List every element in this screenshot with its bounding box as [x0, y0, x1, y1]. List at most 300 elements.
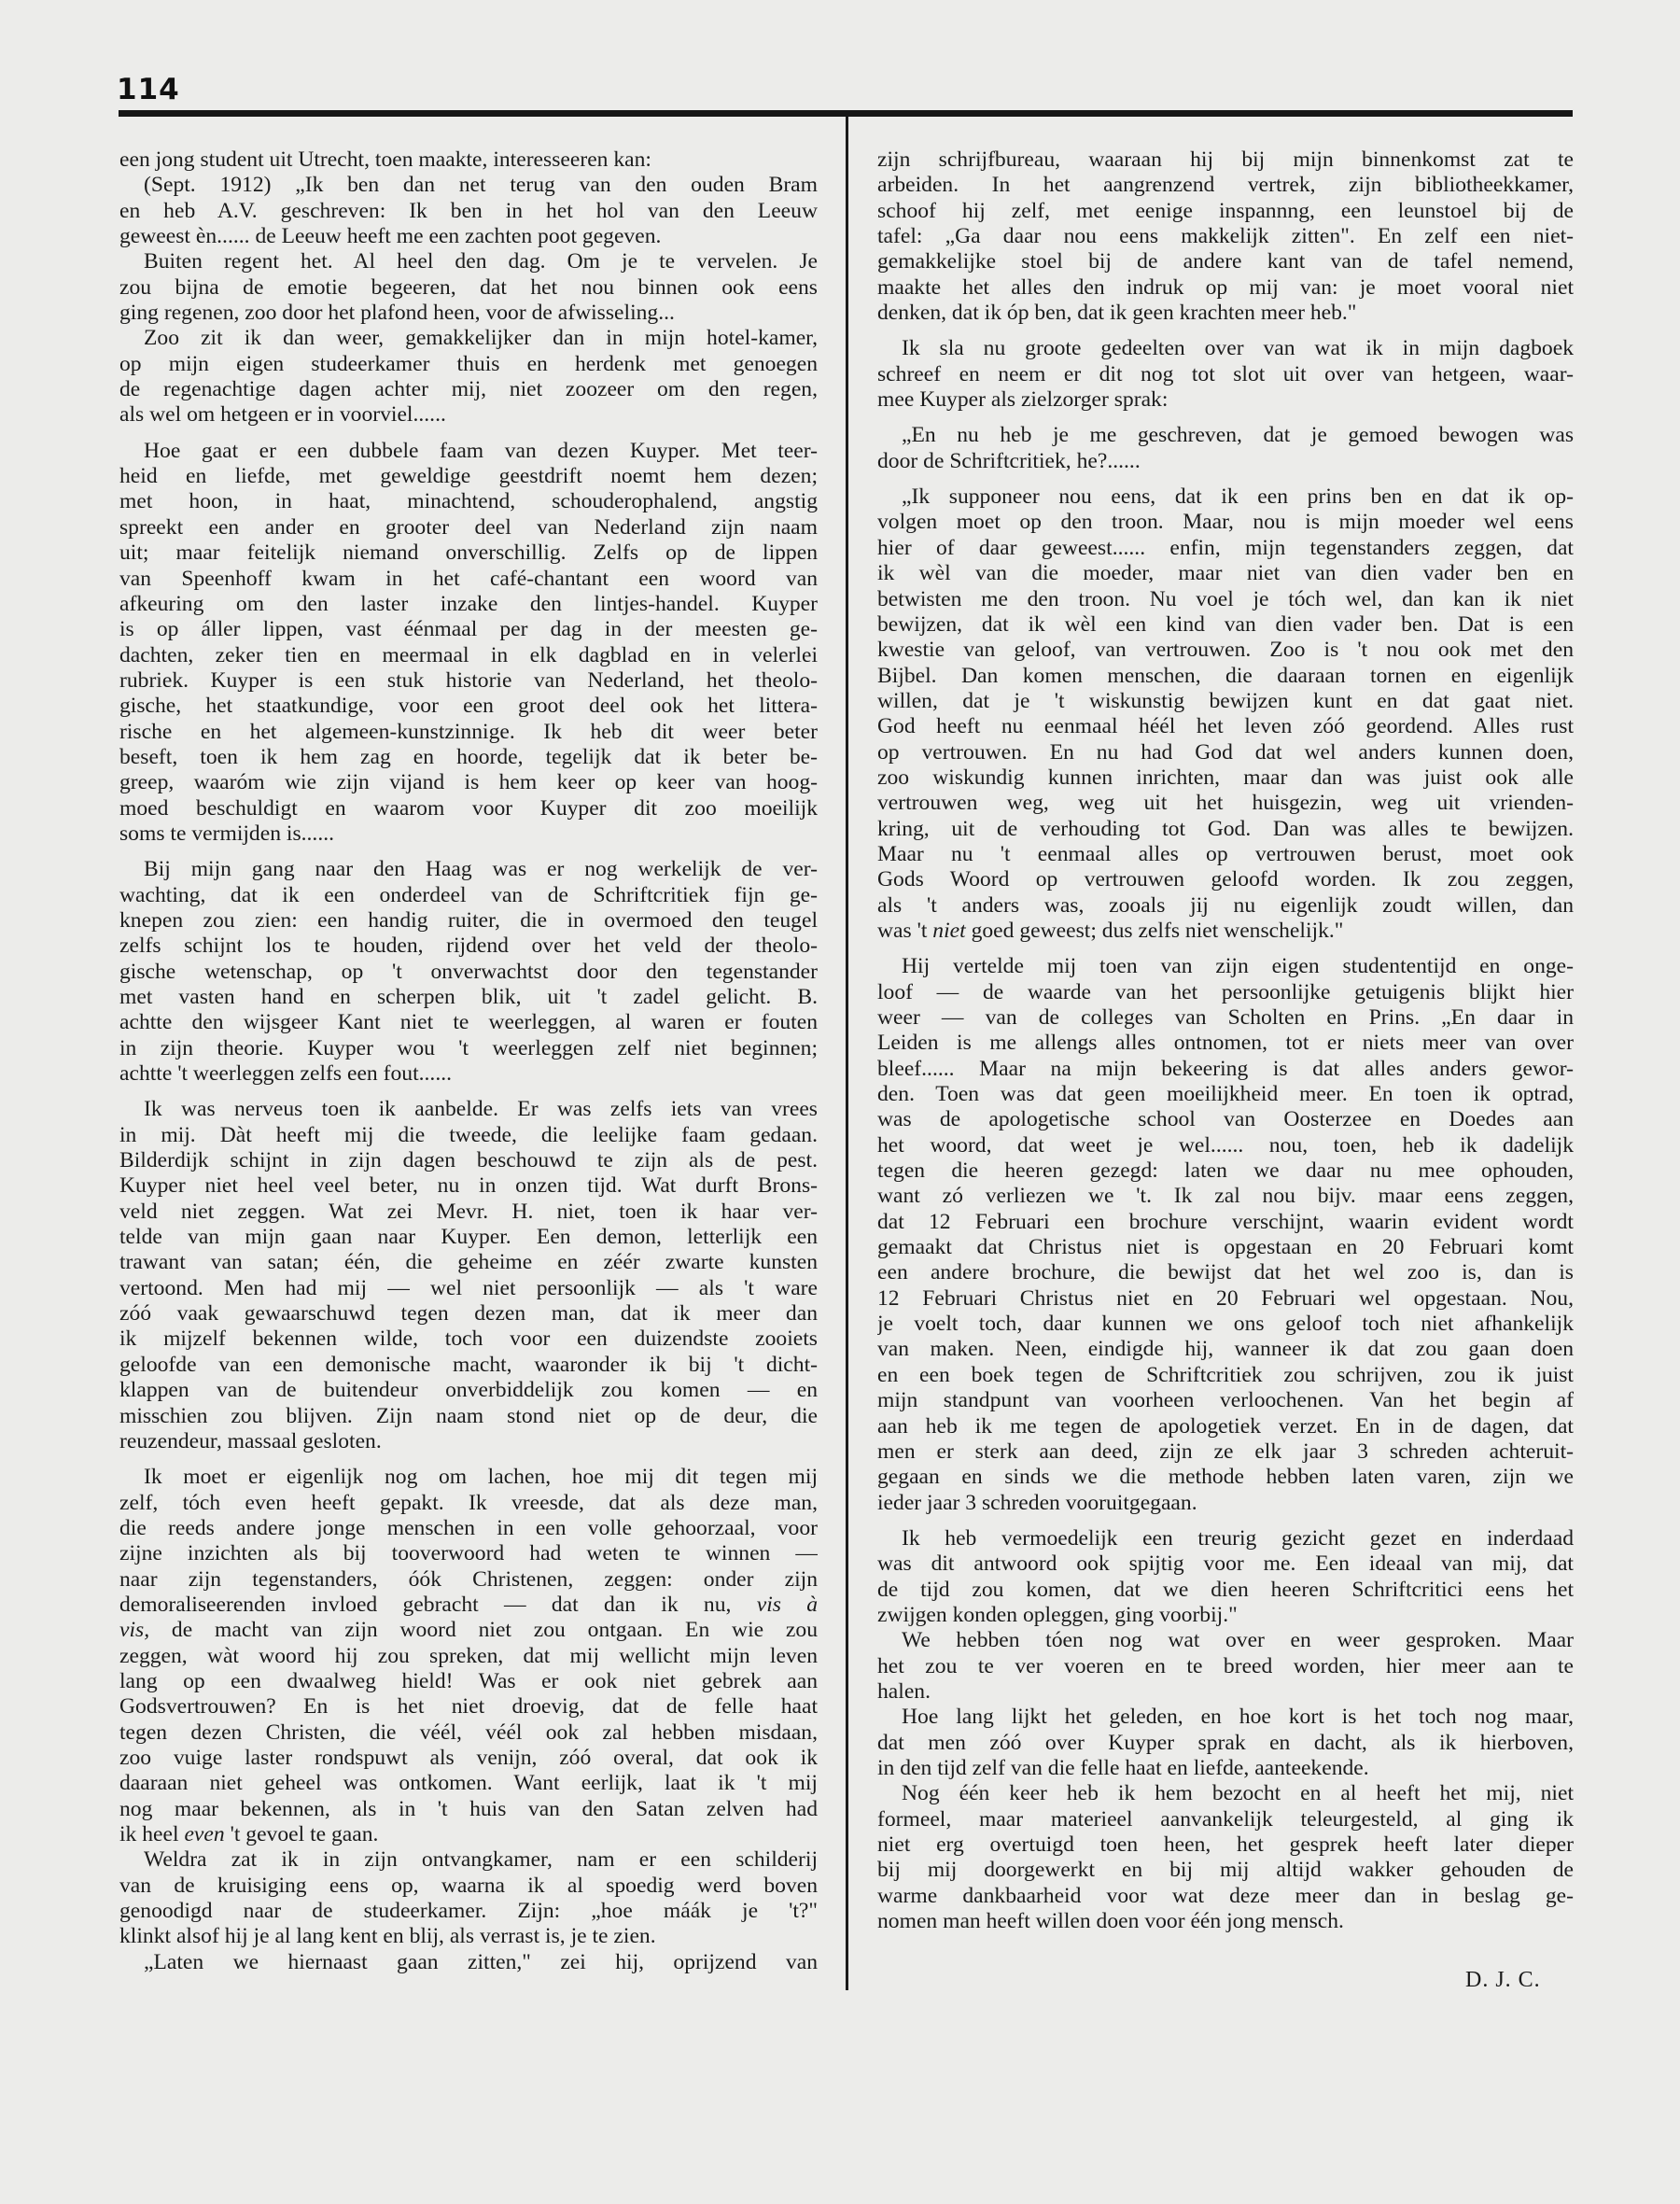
text-segment: gemaakt dat Christus niet is opgestaan en 20 Februari komt	[877, 1235, 1574, 1260]
text-segment: volgen moet op den troon. Maar, nou is mijn moeder wel eens	[877, 510, 1574, 535]
text-segment: in zijn theorie. Kuyper wou 't weerleggen zelf niet beginnen;	[119, 1035, 818, 1060]
text-segment: Bijbel. Dan komen menschen, die daaraan tornen en eigenlijk	[877, 663, 1574, 688]
text-segment: warme dankbaarheid voor wat deze meer dan in beslag ge-	[877, 1883, 1574, 1908]
text-line	[877, 1603, 1574, 1628]
text-segment: ik heel	[119, 1822, 185, 1846]
text-segment: Gods Woord op vertrouwen geloofd worden. Ik zou zeggen,	[877, 867, 1574, 892]
text-segment: daaraan niet geheel was ontkomen. Want eerlijk, laat ik 't mij	[119, 1771, 818, 1796]
text-line	[119, 745, 818, 770]
text-segment: het zou te ver voeren en te breed worden, hier meer aan te	[877, 1653, 1574, 1678]
text-segment: spreekt een ander en grooter deel van Nederland zijn naam	[119, 514, 818, 540]
text-segment: mee Kuyper als zielzorger sprak:	[877, 387, 1169, 413]
text-segment: rische en het algemeen-kunstzinnige. Ik heb dit weer beter	[119, 719, 818, 744]
text-line	[877, 1884, 1574, 1909]
text-segment: was 't	[877, 918, 933, 943]
text-line	[119, 352, 818, 377]
text-line	[119, 1429, 818, 1454]
text-segment: knepen zou zien: een handig ruiter, die in overmoed den teugel	[119, 907, 818, 933]
text-line	[877, 1491, 1574, 1516]
text-segment: in den tijd zelf van die felle haat en liefde, aanteekende.	[877, 1755, 1369, 1780]
text-line	[119, 199, 818, 224]
text-line	[119, 301, 818, 326]
text-line	[119, 1173, 818, 1199]
text-segment: Bij mijn gang naar den Haag was er nog werkelijk de ver-	[144, 857, 818, 882]
text-line	[877, 1781, 1574, 1806]
text-segment: gische wetenschap, op 't onverwachtst door den tegenstander	[119, 959, 818, 984]
text-segment: ik wèl van die moeder, maar niet van dien vader ben en	[877, 561, 1574, 586]
text-segment: Hoe gaat er een dubbele faam van dezen Kuyper. Met teer-	[144, 438, 818, 463]
paragraph	[119, 439, 818, 848]
text-line	[877, 1184, 1574, 1209]
text-line	[119, 540, 818, 566]
text-segment: die reeds andere jonge menschen in een volle gehoorzaal, voor	[119, 1515, 818, 1540]
text-line	[877, 484, 1574, 510]
text-segment: kwestie van geloof, van vertrouwen. Zoo is 't nou ook met den	[877, 638, 1574, 663]
text-line	[119, 617, 818, 642]
text-line	[119, 439, 818, 464]
text-segment: Hij vertelde mij toen van zijn eigen studententijd en onge-	[902, 954, 1574, 979]
text-line	[119, 1874, 818, 1899]
text-line	[119, 1010, 818, 1035]
text-segment: want zó verliezen we 't. Ik zal nou bijv. maar eens zeggen,	[877, 1184, 1574, 1209]
text-segment: niet erg overtuigd toen heen, het gesprek heeft later dieper	[877, 1832, 1574, 1857]
text-line	[119, 1822, 818, 1847]
text-segment: beseft, toen ik hem zag en hoorde, tegelijk dat ik beter be-	[119, 744, 818, 769]
text-line	[877, 336, 1574, 361]
paragraph	[877, 954, 1574, 1516]
text-segment: in mij. Dàt heeft mij die tweede, die leelijke faam gedaan.	[119, 1122, 818, 1147]
text-line	[119, 377, 818, 402]
text-line	[877, 1679, 1574, 1705]
text-line	[877, 1439, 1574, 1465]
column-divider	[846, 117, 848, 1990]
text-line	[119, 1465, 818, 1490]
text-line	[877, 1756, 1574, 1781]
text-segment: Ik sla nu groote gedeelten over van wat ik in mijn dagboek	[902, 336, 1574, 361]
text-segment: zou bijna de emotie begeeren, dat het nou binnen ook eens	[119, 274, 818, 300]
text-segment: bewijzen, dat ik wèl een kind van dien vader ben. Dat is een	[877, 611, 1574, 637]
text-segment: als wel om hetgeen er in voorviel......	[119, 402, 446, 428]
text-segment: was de apologetische school van Oosterzee en Doedes aan	[877, 1107, 1574, 1132]
text-line	[119, 489, 818, 514]
text-line	[119, 908, 818, 934]
text-segment: klappen van de buitendeur onverbiddelijk zou komen — en	[119, 1378, 818, 1403]
text-segment: reuzendeur, massaal gesloten.	[119, 1428, 382, 1453]
text-segment: greep, waaróm wie zijn vijand is hem keer op keer van hoog-	[119, 770, 818, 795]
text-line	[119, 1797, 818, 1822]
paragraph	[119, 173, 818, 249]
text-line	[119, 1404, 818, 1429]
text-segment: dachten, zeker tien en meermaal in elk dagblad en in velerlei	[119, 642, 818, 667]
text-line	[877, 1628, 1574, 1653]
text-line	[119, 1746, 818, 1771]
text-line	[877, 1858, 1574, 1883]
text-segment: men er sterk aan deed, zijn ze elk jaar 3 schreden achteruit-	[877, 1439, 1574, 1464]
page-number: 114	[117, 73, 180, 106]
text-segment: weer — van de colleges van Scholten en Prins. „En daar in	[877, 1005, 1574, 1030]
text-segment: tegen dezen Christen, die véél, véél ook zal hebben misdaan,	[119, 1720, 818, 1745]
text-line	[877, 1731, 1574, 1756]
italic-text: even	[184, 1822, 225, 1846]
text-line	[119, 173, 818, 198]
paragraph	[877, 423, 1574, 474]
text-segment: „En nu heb je me geschreven, dat je gemoed bewogen was	[902, 423, 1574, 448]
text-segment: de regenachtige dagen achter mij, niet zoozeer om den regen,	[119, 377, 818, 402]
text-line	[119, 1327, 818, 1352]
text-segment: demoraliseerenden invloed gebracht — dat dan ik nu,	[119, 1592, 757, 1617]
text-segment: Leiden is me allengs alles ontnomen, tot er niets meer van over	[877, 1031, 1574, 1056]
text-line	[877, 1312, 1574, 1337]
text-segment: een jong student uit Utrecht, toen maakte, interesseeren kan:	[119, 147, 651, 172]
text-line	[119, 1301, 818, 1327]
text-line	[877, 1465, 1574, 1490]
text-line	[877, 423, 1574, 448]
text-segment: Kuyper niet heel veel beter, nu in onzen tijd. Wat durft Brons-	[119, 1173, 818, 1199]
text-line	[119, 883, 818, 908]
text-segment: was dit antwoord ook spijtig voor me. Een ideaal van mij, dat	[877, 1551, 1574, 1577]
text-line	[119, 796, 818, 821]
text-segment: kring, uit de verhouding tot God. Dan was alles te bewijzen.	[877, 816, 1574, 841]
text-line	[877, 1337, 1574, 1362]
text-line	[877, 1031, 1574, 1056]
text-segment: betwisten me den troon. Nu voel je tóch wel, dan kan ik niet	[877, 586, 1574, 611]
text-line	[877, 1082, 1574, 1107]
text-line	[119, 1353, 818, 1378]
text-line	[877, 740, 1574, 765]
text-line	[119, 592, 818, 617]
text-line	[119, 1720, 818, 1746]
text-segment: uit; maar feitelijk niemand onverschillig. Zelfs op de lippen	[119, 540, 818, 566]
text-line	[877, 1578, 1574, 1603]
text-line	[877, 301, 1574, 326]
text-segment: dat 12 Februari een brochure verschijnt, waarin evident wordt	[877, 1209, 1574, 1234]
text-segment: de macht van zijn woord niet zou ontgaan. En wie zou	[149, 1618, 818, 1643]
text-segment: genoodigd naar de studeerkamer. Zijn: „hoe máák je 't?"	[119, 1899, 818, 1924]
text-segment: 12 Februari Christus niet en 20 Februari wel opgestaan. Nou,	[877, 1285, 1574, 1311]
text-segment: 't gevoel te gaan.	[224, 1822, 379, 1846]
text-segment: gische, het staatkundige, voor een groot deel ook het littera-	[119, 694, 818, 719]
text-segment: Ik heb vermoedelijk een treurig gezicht gezet en inderdaad	[902, 1525, 1574, 1551]
text-segment: op vertrouwen. En nu had God dat wel anders kunnen doen,	[877, 739, 1574, 765]
text-segment: vertoond. Men had mij — wel niet persoonlijk — als 't ware	[119, 1275, 818, 1300]
text-segment: van Speenhoff kwam in het café-chantant een woord van	[119, 566, 818, 591]
text-segment: trawant van satan; één, die geheime en zéér zwarte kunsten	[119, 1250, 818, 1275]
text-segment: (Sept. 1912) „Ik ben dan net terug van den ouden Bram	[144, 173, 818, 198]
text-line	[877, 173, 1574, 198]
text-segment: gegaan en sinds we die methode hebben laten varen, zijn we	[877, 1465, 1574, 1490]
text-line	[119, 1541, 818, 1566]
paragraph	[877, 1705, 1574, 1781]
text-line	[119, 1036, 818, 1061]
text-segment: Godsvertrouwen? En is het niet droevig, dat de felle haat	[119, 1694, 818, 1720]
text-segment: Maar nu 't eenmaal alles op vertrouwen berust, moet ook	[877, 841, 1574, 866]
text-line	[119, 147, 818, 173]
text-segment: mijn standpunt van voorheen verloochenen. Van het begin af	[877, 1388, 1574, 1413]
text-segment: „Laten we hiernaast gaan zitten," zei hij, oprijzend van	[144, 1949, 818, 1974]
text-line	[877, 1909, 1574, 1934]
text-line	[877, 510, 1574, 535]
text-line	[119, 1847, 818, 1873]
text-segment: met vasten hand en scherpen blik, uit 't zadel gelicht. B.	[119, 985, 818, 1009]
text-line	[877, 1286, 1574, 1312]
text-line	[119, 515, 818, 540]
text-line	[877, 954, 1574, 979]
text-segment: tafel: „Ga daar nou eens makkelijk zitten". En zelf een niet-	[877, 224, 1574, 249]
text-segment: achtte 't weerleggen zelfs een fout......	[119, 1061, 453, 1087]
text-line	[119, 643, 818, 668]
text-segment: met hoon, in haat, minachtend, schouderophalend, angstig	[119, 489, 818, 514]
paragraph	[877, 1526, 1574, 1628]
paragraph	[877, 336, 1574, 413]
text-segment: willen, dat je 't wiskunstig bewijzen kunt en dat gaat niet.	[877, 688, 1574, 713]
paragraph	[877, 484, 1574, 944]
text-line	[119, 1276, 818, 1301]
text-line	[877, 867, 1574, 892]
text-segment: als 't anders was, zooals jij nu eigenlijk zoudt willen, dan	[877, 892, 1574, 918]
text-line	[877, 1388, 1574, 1413]
text-segment: achtte den wijsgeer Kant niet te weerleggen, al waren er fouten	[119, 1010, 818, 1035]
text-line	[877, 275, 1574, 301]
text-segment: veld niet zeggen. Wat zei Mevr. H. niet, toen ik haar ver-	[119, 1199, 818, 1224]
text-line	[119, 1123, 818, 1148]
paragraph	[119, 1950, 818, 1975]
paragraph	[119, 1465, 818, 1847]
text-line	[119, 464, 818, 489]
text-line	[119, 1694, 818, 1720]
text-segment: zelf, tóch even heeft gepakt. Ik vreesde, dat als deze man,	[119, 1490, 818, 1515]
text-segment: en een boek tegen de Schriftcritiek zou schrijven, zou ik juist	[877, 1362, 1574, 1387]
text-line	[877, 249, 1574, 274]
paragraph	[119, 326, 818, 428]
text-segment: bleef...... Maar na mijn bekeering is dat alles anders gewor-	[877, 1056, 1574, 1081]
text-line	[119, 326, 818, 351]
text-segment: halen.	[877, 1678, 931, 1704]
text-segment: de tijd zou komen, dat we dien heeren Schriftcritici eens het	[877, 1577, 1574, 1602]
text-segment: geweest èn...... de Leeuw heeft me een zachten poot gegeven.	[119, 224, 662, 249]
text-line	[877, 1235, 1574, 1260]
text-segment: zoo vuige laster rondspuwt als venijn, zóó overal, dat ook ik	[119, 1745, 818, 1770]
text-segment: ik mijzelf bekennen wilde, toch voor een duizendste zooiets	[119, 1327, 818, 1352]
text-line	[119, 567, 818, 592]
text-line	[877, 1654, 1574, 1679]
text-line	[119, 1950, 818, 1975]
text-segment: soms te vermijden is......	[119, 821, 335, 846]
text-line	[119, 821, 818, 847]
paragraph	[877, 147, 1574, 326]
text-line	[119, 1148, 818, 1173]
text-line	[877, 147, 1574, 173]
text-line	[877, 765, 1574, 791]
text-segment: zoo wiskundig kunnen inrichten, maar dan was juist ook alle	[877, 765, 1574, 790]
text-segment: je voelt toch, daar kunnen we ons geloof toch niet afhankelijk	[877, 1312, 1574, 1337]
text-segment: Hoe lang lijkt het geleden, en hoe kort is het toch nog maar,	[902, 1705, 1574, 1730]
text-line	[119, 1250, 818, 1275]
text-line	[877, 1133, 1574, 1158]
text-line	[877, 362, 1574, 387]
text-segment: naar zijn tegenstanders, óók Christenen, zeggen: onder zijn	[119, 1566, 818, 1592]
text-segment: van de kruisiging eens op, waarna ik al spoedig werd boven	[119, 1873, 818, 1898]
left-column	[119, 147, 818, 1975]
text-line	[877, 817, 1574, 842]
text-segment: loof — de waarde van het persoonlijke getuigenis blijkt hier	[877, 979, 1574, 1004]
text-line	[877, 1832, 1574, 1858]
text-segment: Ik was nerveus toen ik aanbelde. Er was zelfs iets van vrees	[144, 1097, 818, 1122]
text-line	[119, 1491, 818, 1516]
text-segment: moed beschuldigt en waarom voor Kuyper dit zoo moeilijk	[119, 795, 818, 821]
text-line	[877, 449, 1574, 474]
text-line	[877, 1107, 1574, 1132]
text-line	[119, 1516, 818, 1541]
text-segment: formeel, maar materieel aanvankelijk teleurgesteld, al ging ik	[877, 1806, 1574, 1832]
text-line	[877, 1414, 1574, 1439]
text-line	[119, 1097, 818, 1122]
text-segment: gemakkelijke stoel bij de andere kant van de tafel nemend,	[877, 249, 1574, 274]
paragraph	[119, 857, 818, 1087]
text-segment: wachting, dat ik een onderdeel van de Schriftcritiek fijn ge-	[119, 882, 818, 907]
text-segment: ieder jaar 3 schreden vooruitgegaan.	[877, 1490, 1197, 1515]
header-rule	[119, 110, 1573, 117]
text-segment: nomen man heeft willen doen voor één jong mensch.	[877, 1909, 1344, 1934]
paragraph	[877, 1628, 1574, 1705]
text-line	[877, 1705, 1574, 1730]
text-segment: We hebben tóen nog wat over en weer gesproken. Maar	[902, 1628, 1574, 1653]
text-line	[877, 1057, 1574, 1082]
text-segment: afkeuring om den laster inzake den lintjes-handel. Kuyper	[119, 591, 818, 616]
text-line	[877, 1260, 1574, 1285]
text-segment: telde van mijn gaan naar Kuyper. Een demon, letterlijk een	[119, 1225, 818, 1250]
text-line	[877, 224, 1574, 249]
text-line	[119, 1618, 818, 1643]
text-line	[119, 1225, 818, 1250]
text-line	[119, 1669, 818, 1694]
author-signature: D. J. C.	[1465, 1968, 1541, 1992]
text-segment: arbeiden. In het aangrenzend vertrek, zijn bibliotheekkamer,	[877, 173, 1574, 198]
text-segment: zijne inzichten als bij tooverwoord had weten te winnen —	[119, 1541, 818, 1566]
text-segment: Buiten regent het. Al heel den dag. Om je te vervelen. Je	[144, 249, 818, 274]
text-segment: den. Toen was dat geen moeilijkheid meer. En toen ik optrad,	[877, 1082, 1574, 1107]
text-segment: Ik moet er eigenlijk nog om lachen, hoe mij dit tegen mij	[144, 1465, 818, 1490]
text-segment: zóó vaak gewaarschuwd tegen dezen man, dat ik meer dan	[119, 1301, 818, 1327]
text-line	[119, 694, 818, 719]
paragraph	[119, 1097, 818, 1454]
text-line	[119, 402, 818, 428]
text-line	[877, 612, 1574, 638]
text-segment: klinkt alsof hij je al lang kent en blij, als verrast is, je te zien.	[119, 1924, 656, 1949]
text-segment: zijn schrijfbureau, waaraan hij bij mijn binnenkomst zat te	[877, 147, 1574, 172]
text-segment: zeggen, wàt woord hij zou spreken, dat mij wellicht mijn leven	[119, 1643, 818, 1668]
text-line	[877, 561, 1574, 586]
text-segment: vertrouwen weg, weg uit het huisgezin, weg uit vrienden-	[877, 791, 1574, 816]
text-segment: zelfs schijnt los te houden, rijdend over het veld der theolo-	[119, 934, 818, 959]
text-segment: nog maar bekennen, als in 't huis van den Satan zelven had	[119, 1796, 818, 1821]
text-segment: hier of daar geweest...... enfin, mijn tegenstanders zeggen, dat	[877, 535, 1574, 560]
text-segment: op mijn eigen studeerkamer thuis en herdenk met genoegen	[119, 351, 818, 376]
text-line	[877, 1005, 1574, 1031]
text-line	[119, 1771, 818, 1796]
text-segment: schreef en neem er dit nog tot slot uit over van hetgeen, waar-	[877, 361, 1574, 386]
text-line	[119, 275, 818, 301]
text-segment: en heb A.V. geschreven: Ik ben in het hol van den Leeuw	[119, 198, 818, 223]
text-line	[877, 1363, 1574, 1388]
text-segment: bij mij doorgewerkt en bij mij altijd wakker gehouden de	[877, 1858, 1574, 1883]
text-segment: het woord, dat weet je wel...... nou, toen, heb ik dadelijk	[877, 1132, 1574, 1158]
text-segment: Nog één keer heb ik hem bezocht en al heeft het mij, niet	[902, 1781, 1574, 1806]
text-segment: denken, dat ik óp ben, dat ik geen krachten meer heb."	[877, 301, 1357, 326]
text-segment: rubriek. Kuyper is een stuk historie van Nederland, het theolo-	[119, 667, 818, 693]
text-line	[119, 934, 818, 959]
text-segment: tegen die heeren gezegd: laten we daar nu mee ophouden,	[877, 1158, 1574, 1184]
text-line	[119, 985, 818, 1010]
text-line	[877, 1551, 1574, 1577]
text-line	[119, 1061, 818, 1087]
text-line	[119, 1567, 818, 1593]
text-line	[119, 1899, 818, 1924]
text-segment: ging regenen, zoo door het plafond heen, voor de afwisseling...	[119, 301, 675, 326]
text-line	[877, 1158, 1574, 1184]
text-line	[877, 638, 1574, 663]
text-line	[119, 249, 818, 274]
text-line	[119, 1644, 818, 1669]
text-segment: een andere brochure, die bewijst dat het wel zoo is, dan is	[877, 1260, 1574, 1285]
text-line	[877, 919, 1574, 944]
text-line	[119, 1593, 818, 1618]
text-segment: Weldra zat ik in zijn ontvangkamer, nam er een schilderij	[144, 1847, 818, 1873]
text-line	[877, 689, 1574, 714]
text-line	[877, 893, 1574, 919]
text-line	[877, 536, 1574, 561]
text-line	[877, 1807, 1574, 1832]
text-segment: goed geweest; dus zelfs niet wenschelijk."	[965, 918, 1344, 943]
text-line	[877, 199, 1574, 224]
italic-text: vis,	[119, 1618, 150, 1643]
text-segment: Bilderdijk schijnt in zijn dagen beschouwd te zijn als de pest.	[119, 1148, 818, 1173]
text-line	[877, 791, 1574, 816]
text-segment: „Ik supponeer nou eens, dat ik een prins ben en dat ik op-	[902, 484, 1574, 510]
text-segment: lang op een dwaalweg hield! Was er ook niet gebrek aan	[119, 1668, 818, 1693]
right-column	[877, 147, 1574, 1934]
text-segment: aan heb ik me tegen de apologetiek verzet. En in de dagen, dat	[877, 1413, 1574, 1439]
text-line	[877, 387, 1574, 413]
italic-text: niet	[932, 918, 966, 943]
paragraph	[119, 1847, 818, 1949]
text-segment: maakte het alles den indruk op mij van: je moet vooral niet	[877, 274, 1574, 300]
text-line	[877, 980, 1574, 1005]
text-line	[877, 842, 1574, 867]
italic-text: vis à	[756, 1592, 818, 1617]
text-segment: geloofde van een demonische macht, waaronder ik bij 't dicht-	[119, 1352, 818, 1377]
text-segment: is op áller lippen, vast éénmaal per dag in der meesten ge-	[119, 617, 818, 642]
text-segment: heid en liefde, met geweldige geestdrift noemt hem dezen;	[119, 464, 818, 489]
text-line	[119, 1378, 818, 1403]
text-line	[119, 1200, 818, 1225]
text-segment: zwijgen konden opleggen, ging voorbij."	[877, 1602, 1238, 1627]
text-line	[119, 224, 818, 249]
text-segment: van maken. Neen, eindigde hij, wanneer ik dat zou gaan doen	[877, 1337, 1574, 1362]
text-line	[119, 857, 818, 882]
text-line	[877, 664, 1574, 689]
text-line	[877, 1526, 1574, 1551]
text-line	[877, 587, 1574, 612]
text-segment: door de Schriftcritiek, he?......	[877, 448, 1141, 473]
paragraph	[877, 1781, 1574, 1934]
paragraph	[119, 249, 818, 326]
text-line	[119, 668, 818, 694]
text-segment: misschien zou blijven. Zijn naam stond niet op de deur, die	[119, 1403, 818, 1428]
text-line	[877, 1210, 1574, 1235]
text-line	[119, 770, 818, 795]
text-segment: Zoo zit ik dan weer, gemakkelijker dan in mijn hotel-kamer,	[144, 326, 818, 351]
text-line	[119, 720, 818, 745]
